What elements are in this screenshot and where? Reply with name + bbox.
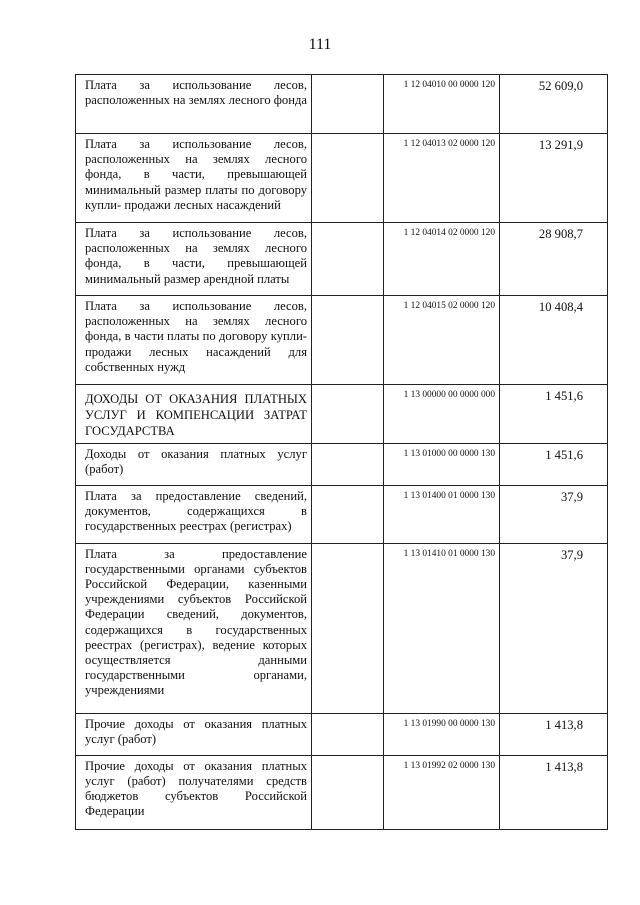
amount: 10 408,4 — [500, 296, 608, 385]
empty-cell — [312, 134, 384, 223]
amount: 37,9 — [500, 485, 608, 543]
amount: 13 291,9 — [500, 134, 608, 223]
empty-cell — [312, 385, 384, 444]
table-row — [76, 223, 608, 296]
table-row — [76, 755, 608, 829]
table-row — [76, 543, 608, 713]
table-row — [76, 385, 608, 444]
classification-code: 1 12 04015 02 0000 120 — [384, 296, 500, 385]
table-row — [76, 296, 608, 385]
amount: 1 451,6 — [500, 443, 608, 485]
page-number: 111 — [308, 36, 332, 53]
budget-revenue-table — [75, 74, 608, 830]
amount: 1 451,6 — [500, 385, 608, 444]
empty-cell — [312, 755, 384, 829]
empty-cell — [312, 223, 384, 296]
revenue-name: Прочие доходы от оказания платных услуг (работ) — [76, 713, 312, 755]
classification-code: 1 12 04010 00 0000 120 — [384, 75, 500, 134]
revenue-name: ДОХОДЫ ОТ ОКАЗАНИЯ ПЛАТНЫХ УСЛУГ И КОМПЕНСАЦИИ ЗАТРАТ ГОСУДАРСТВА — [76, 385, 312, 444]
revenue-name: Плата за предоставление государственными органами субъектов Российской Федерации, казенными учреждениями субъектов Российской Федерации сведений, документов, содержащихся в государственных реестрах (регистрах), ведение которых осуществляется данными государственными органами, учреждениями — [76, 543, 312, 713]
table-row — [76, 713, 608, 755]
revenue-name: Плата за использование лесов, расположенных на землях лесного фонда — [76, 75, 312, 134]
amount: 52 609,0 — [500, 75, 608, 134]
classification-code: 1 13 01990 00 0000 130 — [384, 713, 500, 755]
amount: 28 908,7 — [500, 223, 608, 296]
classification-code: 1 13 01410 01 0000 130 — [384, 543, 500, 713]
amount: 1 413,8 — [500, 713, 608, 755]
classification-code: 1 12 04013 02 0000 120 — [384, 134, 500, 223]
table-row — [76, 134, 608, 223]
amount: 37,9 — [500, 543, 608, 713]
amount: 1 413,8 — [500, 755, 608, 829]
revenue-name: Плата за использование лесов, расположенных на землях лесного фонда, в части, превышающей минимальный размер арендной платы — [76, 223, 312, 296]
classification-code: 1 13 01000 00 0000 130 — [384, 443, 500, 485]
classification-code: 1 13 01400 01 0000 130 — [384, 485, 500, 543]
revenue-name: Доходы от оказания платных услуг (работ) — [76, 443, 312, 485]
revenue-name: Прочие доходы от оказания платных услуг (работ) получателями средств бюджетов субъектов Российской Федерации — [76, 755, 312, 829]
empty-cell — [312, 75, 384, 134]
classification-code: 1 12 04014 02 0000 120 — [384, 223, 500, 296]
empty-cell — [312, 296, 384, 385]
empty-cell — [312, 543, 384, 713]
revenue-name: Плата за использование лесов, расположенных на землях лесного фонда, в части платы по договору купли-продажи лесных насаждений для собственных нужд — [76, 296, 312, 385]
revenue-name: Плата за предоставление сведений, документов, содержащихся в государственных реестрах (регистрах) — [76, 485, 312, 543]
empty-cell — [312, 485, 384, 543]
table-row — [76, 485, 608, 543]
revenue-name: Плата за использование лесов, расположенных на землях лесного фонда, в части, превышающей минимальный размер платы по договору купли- продажи лесных насаждений — [76, 134, 312, 223]
empty-cell — [312, 713, 384, 755]
table-row — [76, 443, 608, 485]
table-row — [76, 75, 608, 134]
classification-code: 1 13 00000 00 0000 000 — [384, 385, 500, 444]
empty-cell — [312, 443, 384, 485]
classification-code: 1 13 01992 02 0000 130 — [384, 755, 500, 829]
